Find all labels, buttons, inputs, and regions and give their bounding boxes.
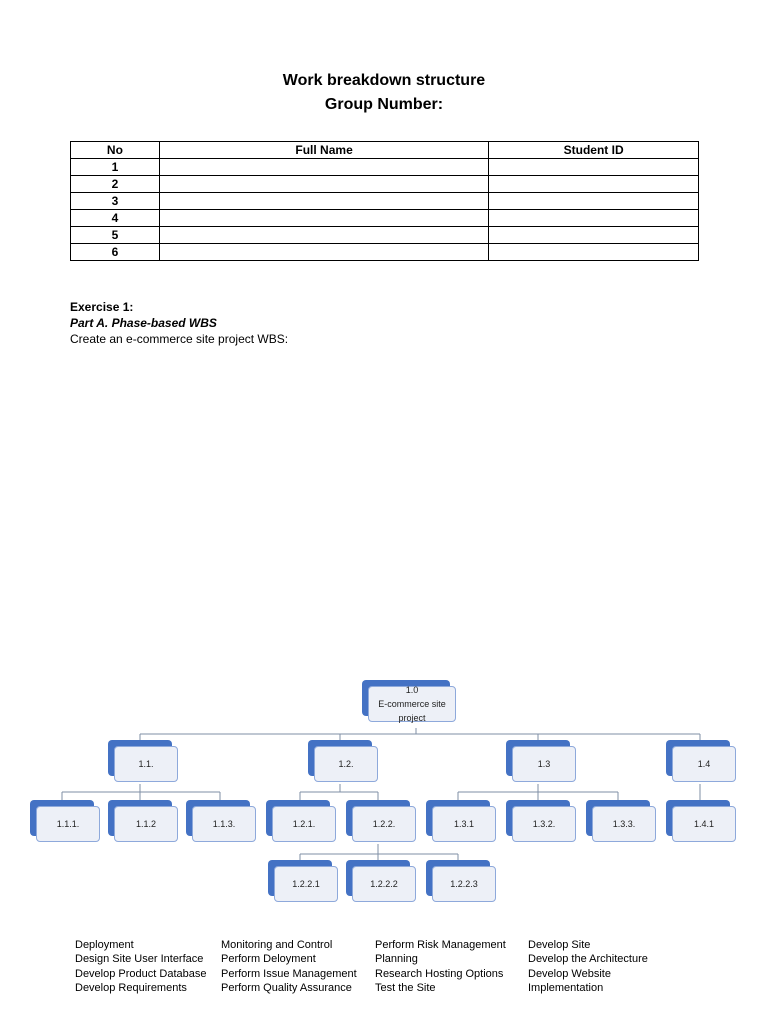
wbs-node-level2: 1.3.2. <box>506 800 578 844</box>
task-label: Develop the Architecture <box>528 953 648 966</box>
task-label: Perform Issue Management <box>221 967 357 980</box>
task-label: Perform Risk Management <box>375 939 506 951</box>
wbs-node-level3: 1.2.2.1 <box>268 860 340 904</box>
row-number: 3 <box>71 193 160 210</box>
row-number: 2 <box>71 176 160 193</box>
exercise-heading: Exercise 1: <box>70 300 134 314</box>
wbs-node-level2: 1.1.3. <box>186 800 258 844</box>
task-label: Develop Requirements <box>75 981 187 994</box>
task-label: Develop Site <box>528 939 591 951</box>
row-number: 4 <box>71 210 160 227</box>
exercise-instruction: Create an e-commerce site project WBS: <box>70 332 289 346</box>
task-label: Perform Quality Assurance <box>221 981 352 994</box>
task-labels-column-4 <box>528 938 648 995</box>
row-number: 1 <box>71 159 160 176</box>
task-label: Develop Product Database <box>75 967 207 980</box>
wbs-node-level1: 1.4 <box>666 740 738 784</box>
task-label: Develop Website <box>528 967 611 980</box>
wbs-node-label: E-commerce site project <box>378 699 446 723</box>
wbs-node-code: 1.0 <box>405 685 419 695</box>
page-title: Work breakdown structure <box>282 72 486 89</box>
task-label: Perform Deloyment <box>221 953 316 966</box>
wbs-node-level3: 1.2.2.2 <box>346 860 418 904</box>
task-label: Implementation <box>528 981 604 994</box>
wbs-node-level2: 1.1.2 <box>108 800 180 844</box>
wbs-node-level1: 1.2. <box>308 740 380 784</box>
wbs-node-level1: 1.1. <box>108 740 180 784</box>
task-labels-column-1 <box>75 938 206 995</box>
task-label: Design Site User Interface <box>75 953 204 966</box>
wbs-node-level1: 1.3 <box>506 740 578 784</box>
task-labels-column-2 <box>221 938 357 995</box>
column-header-student-id: Student ID <box>489 142 699 159</box>
exercise-part: Part A. Phase-based WBS <box>70 316 217 330</box>
row-number: 5 <box>71 227 160 244</box>
task-label: Deployment <box>75 939 134 951</box>
wbs-node-root <box>362 680 458 724</box>
column-header-no: No <box>71 142 160 159</box>
wbs-node-level2: 1.3.1 <box>426 800 498 844</box>
wbs-node-level2: 1.4.1 <box>666 800 738 844</box>
task-label: Test the Site <box>375 981 436 994</box>
wbs-node-level2: 1.2.1. <box>266 800 338 844</box>
task-labels-column-3 <box>375 938 506 995</box>
group-number-label: Group Number: <box>324 96 444 113</box>
task-label: Planning <box>375 953 418 966</box>
wbs-node-level2: 1.3.3. <box>586 800 658 844</box>
task-label: Research Hosting Options <box>375 967 504 980</box>
task-label: Monitoring and Control <box>221 939 333 951</box>
row-number: 6 <box>71 244 160 261</box>
wbs-node-level2: 1.1.1. <box>30 800 102 844</box>
column-header-full-name: Full Name <box>159 142 488 159</box>
wbs-node-level3: 1.2.2.3 <box>426 860 498 904</box>
wbs-node-level2: 1.2.2. <box>346 800 418 844</box>
